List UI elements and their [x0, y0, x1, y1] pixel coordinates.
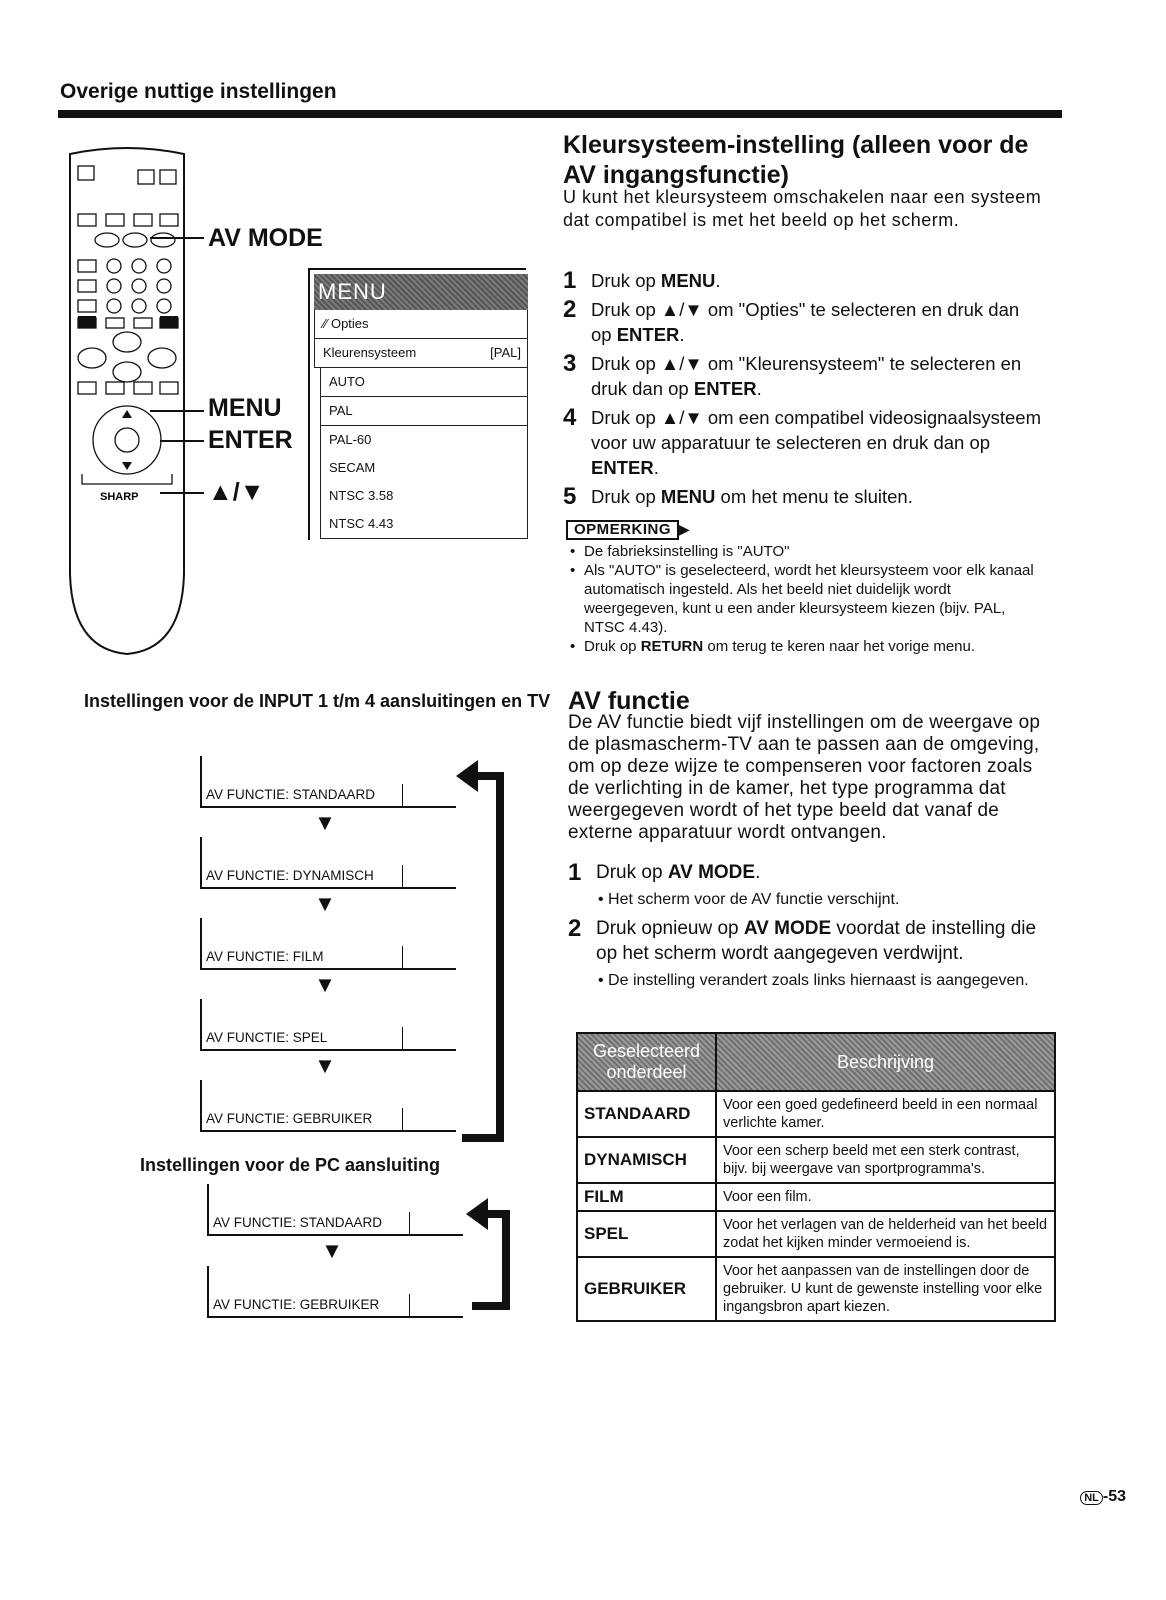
step-item [563, 351, 1043, 401]
note-item: • De fabrieksinstelling is "AUTO" [566, 542, 1046, 561]
menu-options [320, 368, 528, 539]
flow-step-underline [200, 806, 456, 808]
table-row [577, 1257, 1055, 1321]
callout-line-menu [150, 410, 204, 412]
menu-option[interactable]: SECAM [320, 454, 528, 482]
step-text: Druk op MENU om het menu te sluiten. [591, 486, 913, 507]
menu-option[interactable]: NTSC 3.58 [320, 482, 528, 510]
menu-left-line [308, 268, 310, 540]
color-system-steps [563, 268, 1043, 513]
table-cell-description: Voor een film. [716, 1183, 1055, 1211]
callout-av-mode: AV MODE [208, 224, 323, 252]
table-cell-item: FILM [577, 1183, 716, 1211]
step-number: 2 [568, 915, 582, 942]
table-cell-description: Voor het verlagen van de helderheid van het beeld zodat het kijken minder vermoeiend is. [716, 1211, 1055, 1257]
step-text: Druk op ▲/▼ om een compatibel videosignaalsysteem voor uw apparatuur te selecteren en druk dan op ENTER. [591, 407, 1041, 478]
table-cell-item: GEBRUIKER [577, 1257, 716, 1321]
flow-step-box: AV FUNCTIE: SPEL [200, 1027, 403, 1049]
down-arrow-icon: ▼ [314, 891, 336, 916]
flow-step-box: AV FUNCTIE: STANDAARD [207, 1212, 410, 1234]
menu-option[interactable]: PAL-60 [320, 426, 528, 454]
table-row [577, 1211, 1055, 1257]
options-icon: ⁄⁄ [323, 316, 331, 331]
menu-top-line [308, 268, 526, 270]
flow-step-box: AV FUNCTIE: GEBRUIKER [207, 1294, 410, 1316]
flow-step-box: AV FUNCTIE: DYNAMISCH [200, 865, 403, 887]
table-body [577, 1091, 1055, 1321]
flow-input-loop-arrowhead [456, 760, 478, 792]
menu-option[interactable]: NTSC 4.43 [320, 510, 528, 538]
note-item: • Als "AUTO" is geselecteerd, wordt het kleursysteem voor elk kanaal automatisch ingesteld. Als het beeld niet duidelijk wordt weergegeven, kunt u een ander kleursysteem kiezen (bijv. PAL, NTSC 4.43). [566, 561, 1046, 637]
callout-line-av-mode [150, 237, 204, 239]
flow-pc-title: Instellingen voor de PC aansluiting [140, 1155, 441, 1175]
flow-step-underline [200, 1049, 456, 1051]
down-arrow-icon: ▼ [321, 1238, 343, 1263]
section-title: Overige nuttige instellingen [60, 80, 337, 103]
callout-menu: MENU [208, 394, 282, 422]
flow-step-box: AV FUNCTIE: STANDAARD [200, 784, 403, 806]
step-text: Druk op ▲/▼ om "Opties" te selecteren en druk dan op ENTER. [591, 299, 1020, 345]
callout-enter: ENTER [208, 426, 293, 454]
header-rule [58, 110, 1062, 118]
remote-control-illustration [62, 144, 192, 664]
page-number: NL -53 [1080, 1488, 1126, 1506]
callout-line-enter [160, 440, 204, 442]
remote-brand: SHARP [100, 491, 139, 503]
flow-pc-loop-arrowhead [466, 1198, 488, 1230]
table-cell-description: Voor het aanpassen van de instellingen door de gebruiker. U kunt de gewenste instelling voor elke ingangsbron apart kiezen. [716, 1257, 1055, 1321]
flow-step-underline [207, 1316, 463, 1318]
down-arrow-icon: ▼ [314, 972, 336, 997]
av-function-table-wrap [576, 1032, 1056, 1322]
step-item [563, 297, 1043, 347]
table-row [577, 1091, 1055, 1137]
step-item [563, 405, 1043, 480]
step-row [568, 860, 1052, 885]
flow-input-loop-bracket [462, 772, 504, 1142]
note-item: • Druk op RETURN om terug te keren naar het vorige menu. [566, 637, 1046, 656]
down-arrow-icon: ▼ [314, 810, 336, 835]
step-subnote: • Het scherm voor de AV functie verschijnt. [598, 891, 900, 908]
table-cell-item: SPEL [577, 1211, 716, 1257]
flow-step-underline [200, 968, 456, 970]
table-cell-item: DYNAMISCH [577, 1137, 716, 1183]
step-number: 3 [563, 350, 577, 377]
note-block [566, 520, 1046, 656]
step-text: Druk op AV MODE. [596, 862, 761, 883]
color-system-heading: Kleursysteem-instelling (alleen voor de AV ingangsfunctie) [563, 131, 1029, 189]
table-header-item: Geselecteerd onderdeel [577, 1033, 716, 1091]
av-function-table [576, 1032, 1056, 1322]
table-row [577, 1137, 1055, 1183]
menu-title: MENU [314, 274, 528, 310]
table-row [577, 1183, 1055, 1211]
table-cell-item: STANDAARD [577, 1091, 716, 1137]
table-cell-description: Voor een scherp beeld met een sterk contrast, bijv. bij weergave van sportprogramma's. [716, 1137, 1055, 1183]
table-header-description: Beschrijving [716, 1033, 1055, 1091]
step-text: Druk opnieuw op AV MODE voordat de instelling die op het scherm wordt aangegeven verdwijnt. [596, 918, 1037, 964]
step-row [568, 916, 1052, 966]
step-text: Druk op MENU. [591, 270, 721, 291]
callout-arrows: ▲/▼ [208, 478, 265, 506]
language-badge: NL [1080, 1491, 1103, 1505]
note-label: OPMERKING [566, 520, 679, 540]
step-item [563, 268, 1043, 293]
note-list [566, 542, 1046, 656]
step-item [563, 484, 1043, 509]
down-arrow-icon: ▼ [314, 1053, 336, 1078]
av-function-heading: AV functie [568, 687, 690, 715]
step-number: 1 [568, 859, 582, 886]
table-cell-description: Voor een goed gedefineerd beeld in een normaal verlichte kamer. [716, 1091, 1055, 1137]
menu-row-kleurensysteem[interactable]: Kleurensysteem [PAL] [314, 339, 528, 368]
step-number: 5 [563, 483, 577, 510]
av-function-intro: De AV functie biedt vijf instellingen om de weergave op de plasmascherm-TV aan te passen aan de omgeving, om op deze wijze te compenseren voor factoren zoals de verlichting in de kamer, het type programma dat weergegeven wordt of het type beeld dat vanaf de externe apparatuur wordt ontvangen. [568, 712, 1041, 843]
note-arrow-icon: ▶ [679, 521, 690, 537]
flow-step-box: AV FUNCTIE: GEBRUIKER [200, 1108, 403, 1130]
step-text: Druk op ▲/▼ om "Kleurensysteem" te selecteren en druk dan op ENTER. [591, 353, 1022, 399]
step-number: 2 [563, 296, 577, 323]
step-item [568, 916, 1052, 991]
callout-line-arrows [160, 492, 204, 494]
step-item [568, 860, 1052, 910]
flow-step-underline [200, 887, 456, 889]
flow-step-box: AV FUNCTIE: FILM [200, 946, 403, 968]
menu-tab-opties[interactable]: ⁄⁄ Opties [314, 310, 528, 339]
menu-option[interactable]: PAL [320, 396, 528, 426]
step-number: 4 [563, 404, 577, 431]
menu-screen [314, 274, 528, 539]
step-subnote: • De instelling verandert zoals links hiernaast is aangegeven. [598, 972, 1029, 989]
menu-option[interactable]: AUTO [320, 368, 528, 396]
flow-step-underline [200, 1130, 456, 1132]
flow-input-title: Instellingen voor de INPUT 1 t/m 4 aansluitingen en TV [84, 691, 551, 711]
color-system-intro: U kunt het kleursysteem omschakelen naar een systeem dat compatibel is met het beeld op het scherm. [563, 187, 1042, 230]
av-function-steps [568, 860, 1052, 997]
flow-step-underline [207, 1234, 463, 1236]
step-number: 1 [563, 267, 577, 294]
